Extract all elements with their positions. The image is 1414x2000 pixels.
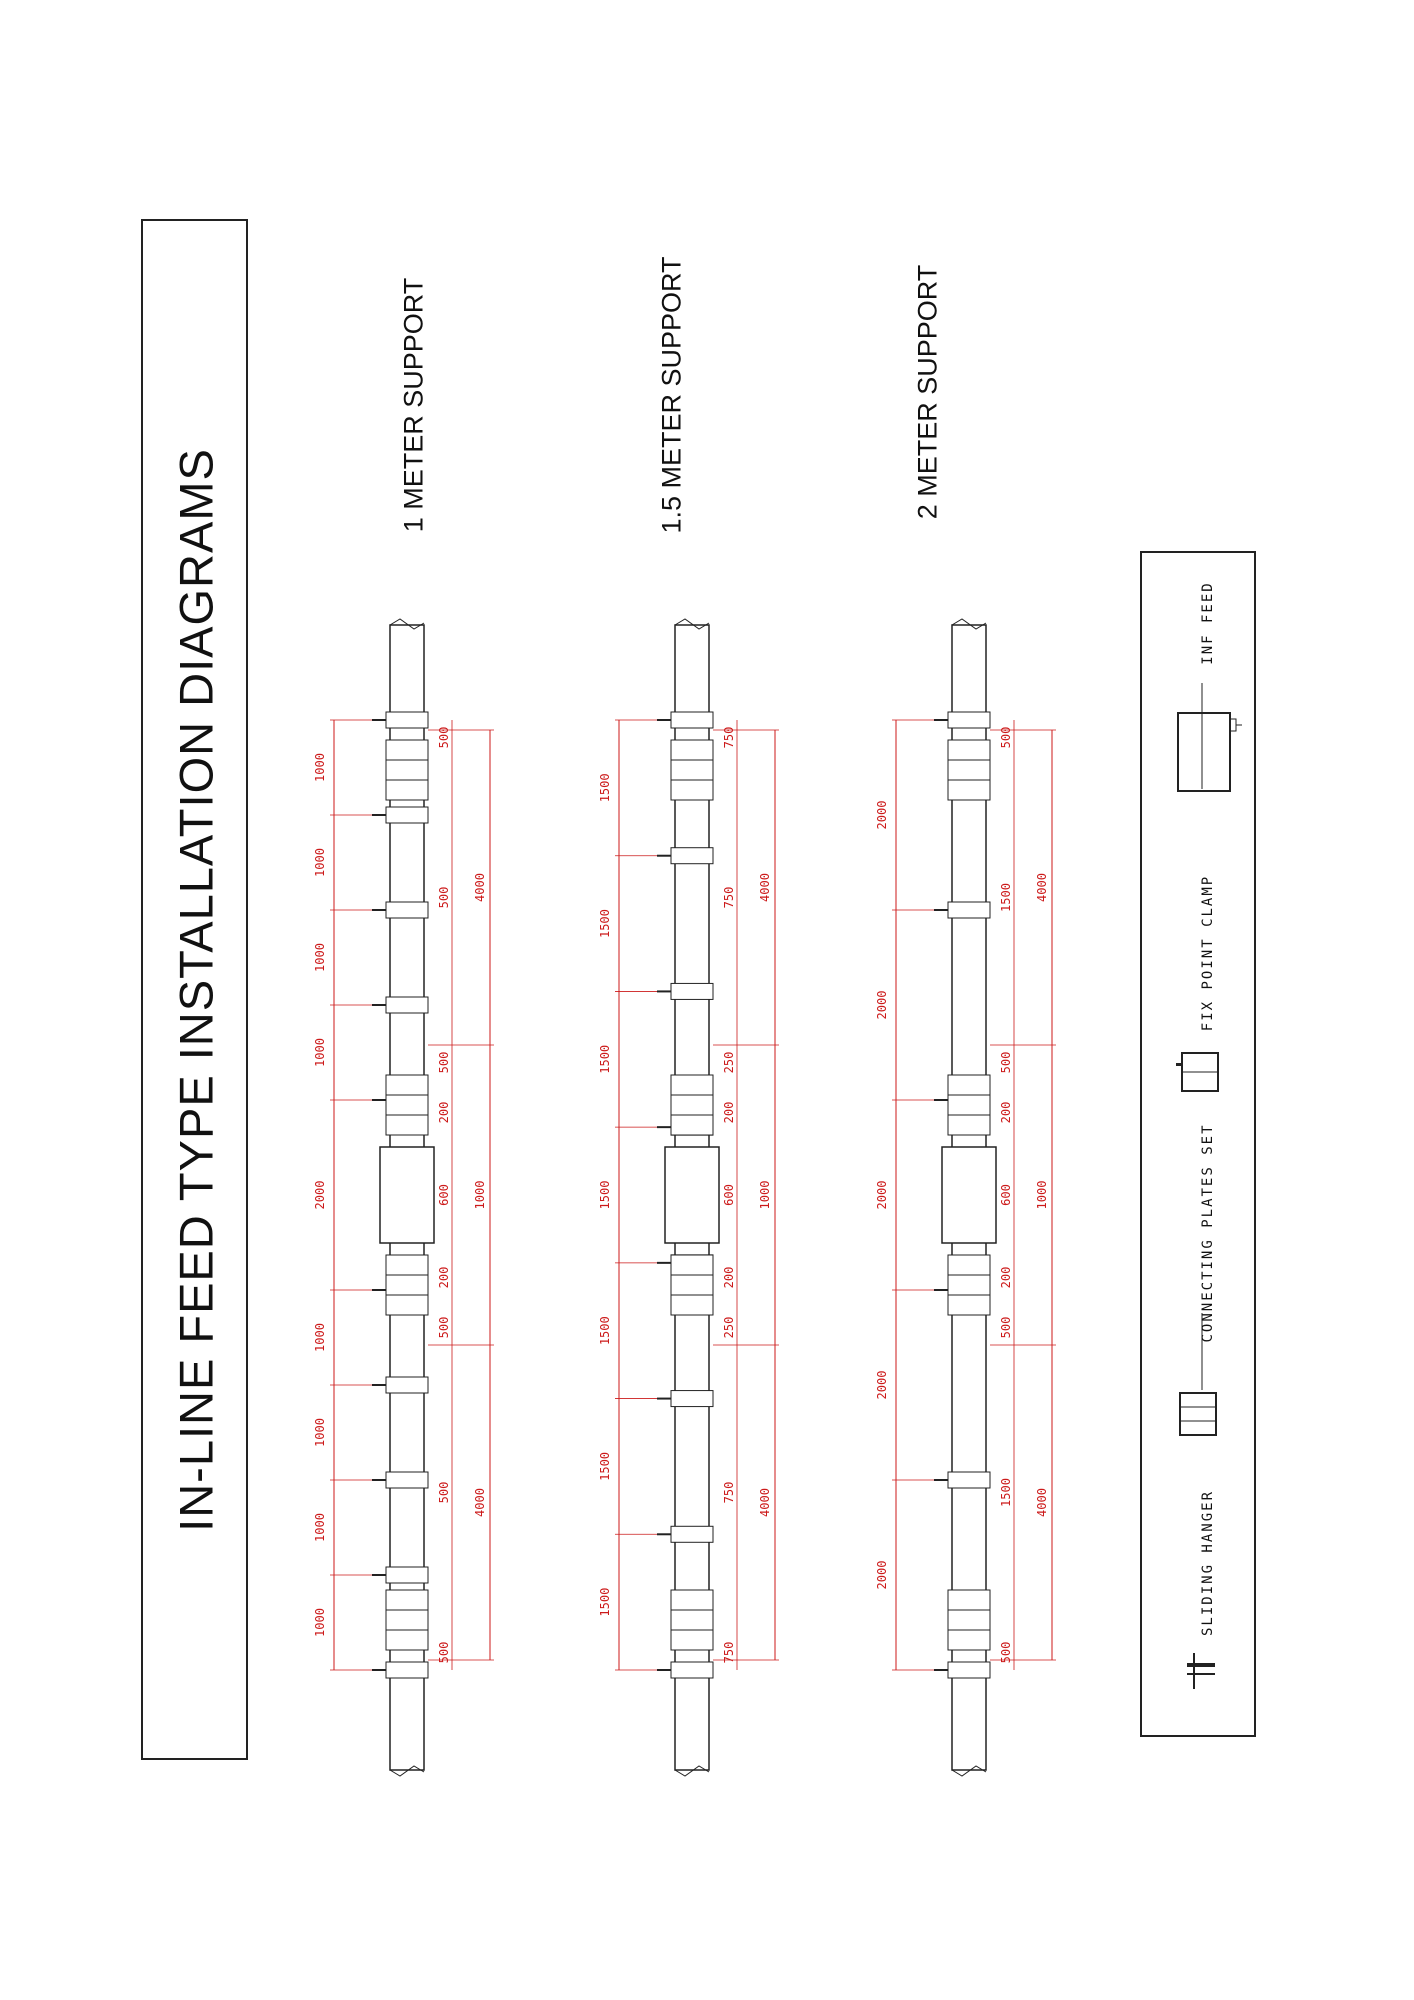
detail-dimension-label: 200 [722,1266,736,1289]
hanger-spacing-label: 1000 [313,848,327,877]
hanger-spacing-label: 1000 [313,1323,327,1352]
in-feed-unit [380,1147,434,1243]
hanger-clamp [671,1391,713,1407]
legend-label-fix-point-clamp: FIX POINT CLAMP [1200,874,1216,1032]
connecting-plates [948,1590,990,1650]
hanger-clamp [386,807,428,823]
detail-dimension-label: 500 [437,1641,451,1664]
hanger-clamp [671,848,713,864]
hanger-spacing-label: 1000 [313,753,327,782]
hanger-clamp [386,997,428,1013]
hanger-spacing-label: 2000 [875,1370,889,1400]
segment-length-label: 1000 [1035,1180,1049,1210]
segment-length-label: 1000 [473,1180,487,1210]
connecting-plates [386,740,428,800]
detail-dimension-label: 600 [999,1184,1013,1206]
legend-label-in-feed: INF FEED [1200,581,1216,665]
connecting-plates [386,1255,428,1315]
section-label-1m: 1 METER SUPPORT [398,277,429,533]
detail-dimension-label: 750 [722,1641,736,1664]
section-label-2m: 2 METER SUPPORT [912,264,943,520]
detail-dimension-label: 500 [437,726,451,749]
break-mark-top [675,619,709,629]
detail-dimension-label: 200 [437,1266,451,1289]
connecting-plates [386,1590,428,1650]
segment-length-label: 4000 [1035,873,1049,902]
detail-dimension-label: 500 [999,1051,1013,1074]
detail-dimension-label: 200 [999,1266,1013,1289]
connecting-plates [671,1590,713,1650]
detail-dimension-label: 500 [999,1641,1013,1664]
segment-length-label: 1000 [758,1180,772,1210]
break-mark-bottom [952,1766,986,1776]
detail-dimension-label: 1500 [999,1478,1013,1507]
hanger-clamp [386,1377,428,1393]
detail-dimension-label: 200 [722,1101,736,1124]
hanger-clamp [386,902,428,918]
hanger-clamp [671,712,713,728]
detail-dimension-label: 200 [999,1101,1013,1124]
connecting-plates [671,1255,713,1315]
connecting-plates [948,740,990,800]
segment-length-label: 4000 [473,1488,487,1517]
sliding-hanger-icon [1187,1653,1215,1689]
detail-dimension-label: 500 [999,726,1013,749]
hanger-spacing-label: 1500 [598,1044,612,1074]
connecting-plates [948,1255,990,1315]
detail-dimension-label: 500 [437,1316,451,1339]
hanger-spacing-label: 1500 [598,1180,612,1210]
hanger-spacing-label: 1500 [598,1587,612,1617]
hanger-spacing-label: 2000 [875,1180,889,1210]
hanger-spacing-label: 1500 [598,909,612,939]
hanger-spacing-label: 1000 [313,943,327,972]
section-label-1-5m: 1.5 METER SUPPORT [656,256,687,534]
hanger-clamp [948,1472,990,1488]
diagram-1-5m [585,610,805,1785]
connecting-plates [671,740,713,800]
hanger-clamp [671,1526,713,1542]
segment-length-label: 4000 [1035,1488,1049,1517]
detail-dimension-label: 500 [999,1316,1013,1339]
hanger-clamp [671,1662,713,1678]
break-mark-top [390,619,424,629]
hanger-spacing-label: 1500 [598,773,612,803]
in-feed-unit [942,1147,996,1243]
hanger-clamp [386,1472,428,1488]
hanger-spacing-label: 1000 [313,1513,327,1542]
legend [1140,551,1256,1737]
connecting-plates [386,1075,428,1135]
detail-dimension-label: 600 [722,1184,736,1206]
hanger-spacing-label: 1500 [598,1451,612,1481]
hanger-spacing-label: 2000 [875,1560,889,1590]
detail-dimension-label: 200 [437,1101,451,1124]
hanger-clamp [948,902,990,918]
segment-length-label: 4000 [758,1488,772,1517]
hanger-spacing-label: 1000 [313,1418,327,1447]
in-feed-unit [665,1147,719,1243]
diagram-2m [862,610,1082,1785]
detail-dimension-label: 1500 [999,883,1013,912]
hanger-spacing-label: 2000 [875,990,889,1020]
legend-label-connecting-plates: CONNECTING PLATES SET [1200,1123,1216,1343]
detail-dimension-label: 250 [722,1316,736,1339]
segment-length-label: 4000 [473,873,487,902]
page-title: IN-LINE FEED TYPE INSTALLATION DIAGRAMS [169,448,223,1532]
hanger-spacing-label: 2000 [875,800,889,830]
break-mark-bottom [675,1766,709,1776]
detail-dimension-label: 600 [437,1184,451,1206]
in-feed-unit-icon [1178,713,1242,791]
segment-length-label: 4000 [758,873,772,902]
detail-dimension-label: 750 [722,886,736,909]
connecting-plates [671,1075,713,1135]
hanger-clamp [671,983,713,999]
hanger-clamp [948,712,990,728]
hanger-spacing-label: 2000 [313,1180,327,1210]
break-mark-bottom [390,1766,424,1776]
fix-point-clamp-icon [1176,1053,1218,1091]
detail-dimension-label: 500 [437,886,451,909]
connecting-plates-icon [1180,1393,1216,1435]
hanger-spacing-label: 1000 [313,1038,327,1067]
hanger-spacing-label: 1500 [598,1316,612,1346]
connecting-plates [948,1075,990,1135]
hanger-clamp [386,1662,428,1678]
detail-dimension-label: 500 [437,1481,451,1504]
diagram-1m [300,610,520,1785]
legend-label-sliding-hanger: SLIDING HANGER [1200,1489,1216,1637]
hanger-clamp [948,1662,990,1678]
hanger-clamp [386,1567,428,1583]
detail-dimension-label: 250 [722,1051,736,1074]
detail-dimension-label: 750 [722,726,736,749]
hanger-spacing-label: 1000 [313,1608,327,1637]
detail-dimension-label: 500 [437,1051,451,1074]
hanger-clamp [386,712,428,728]
break-mark-top [952,619,986,629]
detail-dimension-label: 750 [722,1481,736,1504]
